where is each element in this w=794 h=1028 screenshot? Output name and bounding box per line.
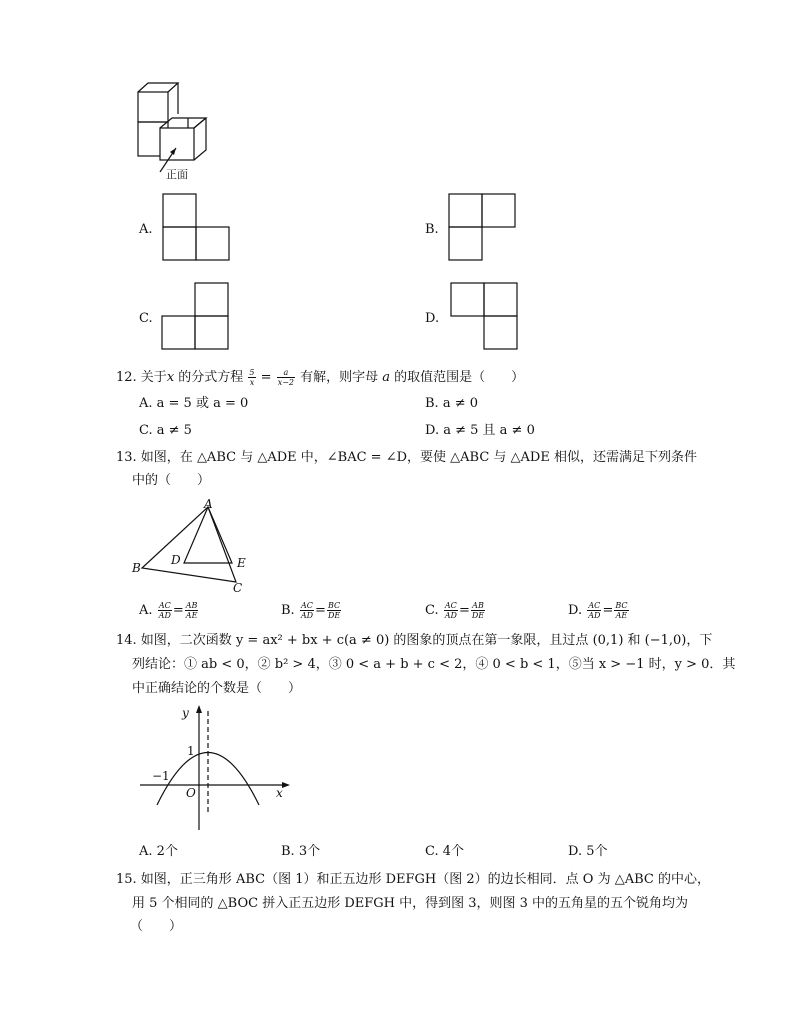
- q14-graph-neg-one-label: −1: [152, 769, 170, 783]
- q13-label-b: B: [132, 561, 141, 575]
- q13-label-c: C: [233, 581, 243, 595]
- q14-option-b[interactable]: B. 3个: [281, 844, 321, 859]
- q11-option-c-label[interactable]: C.: [139, 311, 153, 326]
- q13-label-d: D: [171, 553, 181, 567]
- q13-option-a[interactable]: A. $\frac{AC}{AD}$ = $\frac{AB}{AE}$: [139, 601, 198, 620]
- q11-option-a-label[interactable]: A.: [139, 222, 153, 237]
- q12-option-d[interactable]: D. a ≠ 5 且 a ≠ 0: [425, 423, 535, 438]
- q14-graph-one-label: 1: [187, 744, 195, 758]
- q13-option-b[interactable]: B. $\frac{AC}{AD}$ = $\frac{BC}{DE}$: [281, 601, 341, 620]
- q11-option-a-figure: [162, 193, 232, 263]
- q14-graph-x-label: x: [276, 786, 283, 800]
- q15-stem-line1: 15. 如图，正三角形 ABC（图 1）和正五边形 DEFGH（图 2）的边长相同．点 O 为 △ABC 的中心，: [116, 872, 710, 887]
- q11-option-d-label[interactable]: D.: [425, 311, 440, 326]
- q12-stem: 12. 关于x 的分式方程 $\frac{5}{x}$ = $\frac{a}{x-2}$ 有解，则字母 a 的取值范围是（ ）: [116, 368, 525, 387]
- q14-stem-line1: 14. 如图，二次函数 y = ax² + bx + c(a ≠ 0) 的图象的顶点在第一象限，且过点 (0,1) 和 (−1,0)，下: [116, 633, 713, 648]
- q13-option-c[interactable]: C. $\frac{AC}{AD}$ = $\frac{AB}{DE}$: [425, 601, 485, 620]
- q11-option-c-figure: [161, 282, 231, 352]
- q11-option-d-figure: [450, 282, 520, 352]
- q12-option-b[interactable]: B. a ≠ 0: [425, 396, 478, 411]
- q11-option-b-figure: [448, 193, 518, 263]
- q14-option-a[interactable]: A. 2个: [139, 844, 178, 859]
- q14-option-c[interactable]: C. 4个: [425, 844, 465, 859]
- q15-stem-line2: 用 5 个相同的 △BOC 拼入正五边形 DEFGH 中，得到图 3，则图 3 中的五角星的五个锐角均为: [132, 896, 689, 911]
- front-label: 正面: [166, 168, 188, 181]
- q14-stem-line2: 列结论：① ab < 0，② b² > 4，③ 0 < a + b + c < 2，④ 0 < b < 1，⑤当 x > −1 时，y > 0．其: [132, 657, 736, 672]
- q12-option-c[interactable]: C. a ≠ 5: [139, 423, 192, 438]
- q14-graph-y-label: y: [182, 706, 189, 720]
- q14-graph-origin-label: O: [186, 786, 196, 800]
- q13-stem-line1: 13. 如图，在 △ABC 与 △ADE 中，∠BAC = ∠D，要使 △ABC 与 △ADE 相似，还需满足下列条件: [116, 450, 697, 465]
- q13-label-a: A: [204, 497, 213, 511]
- q12-option-a[interactable]: A. a = 5 或 a = 0: [139, 396, 249, 411]
- q15-stem-line3: （ ）: [130, 919, 183, 934]
- q13-label-e: E: [237, 556, 246, 570]
- q11-option-b-label[interactable]: B.: [425, 222, 439, 237]
- q13-option-d[interactable]: D. $\frac{AC}{AD}$ = $\frac{BC}{AE}$: [568, 601, 628, 620]
- q14-option-d[interactable]: D. 5个: [568, 844, 608, 859]
- q14-stem-line3: 中正确结论的个数是（ ）: [132, 681, 302, 696]
- q13-stem-line2: 中的（ ）: [132, 473, 211, 488]
